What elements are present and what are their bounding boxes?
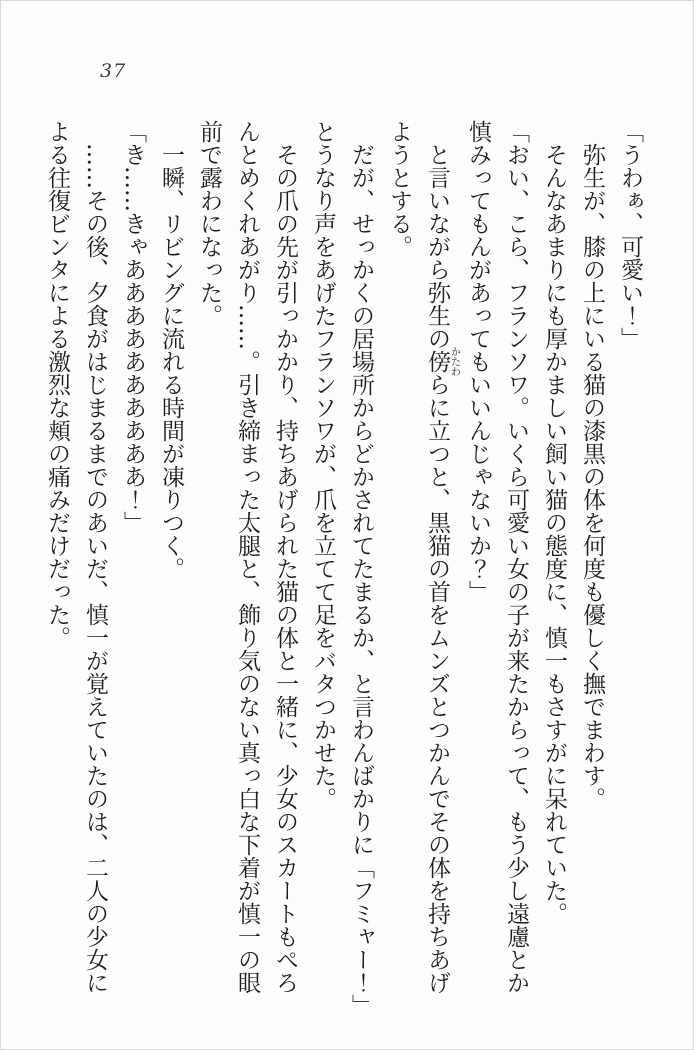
text-column: その爪の先が引っかかり、持ちあげられた猫の体と一緒に、少女のスカートもぺろ [272,143,298,994]
furigana: かたわ [448,346,460,377]
page-text [38,120,649,1017]
text-column: だが、せっかくの居場所からどかされてたまるか、と言わんばかりに「フミャー！」 [348,143,374,1017]
text-column: 「き……きゃああああああああああ！」 [120,120,146,534]
ruby-annotated-word: 傍かたわ [424,346,460,377]
text-column: そんなあまりにも厚かましい飼い猫の態度に、慎一もさすがに呆れていた。 [541,143,567,925]
page-number: 37 [100,60,127,82]
text-column: 弥生が、膝の上にいる猫の漆黒の体を何度も優しく撫でまわす。 [579,143,605,810]
text-column: んとめくれあがり……。引き締まった太腿と、飾り気のない真っ白な下着が慎一の眼 [234,120,260,994]
text-column: ようとする。 [386,120,412,258]
text-column: と言いながら弥生の傍かたわらに立つと、黒猫の首をムンズとつかんでその体を持ちあげ [424,143,460,994]
text-column: 慎みってもんがあってもいいんじゃないか？」 [465,120,491,603]
text-column: とうなり声をあげたフランソワが、爪を立てて足をバタつかせた。 [310,120,336,810]
text-column: ……その後、夕食がはじまるまでのあいだ、慎一が覚えていたのは、二人の少女に [82,143,108,994]
text-column: よる往復ビンタによる激烈な頬の痛みだけだった。 [44,120,70,649]
text-column: 「おい、こら、フランソワ。いくら可愛い女の子が来たからって、もう少し遠慮とか [503,120,529,994]
text-column: 一瞬、リビングに流れる時間が凍りつく。 [158,143,184,580]
text-column: 「うわぁ、可愛い！」 [617,120,643,350]
text-column: 前で露わになった。 [196,120,222,327]
